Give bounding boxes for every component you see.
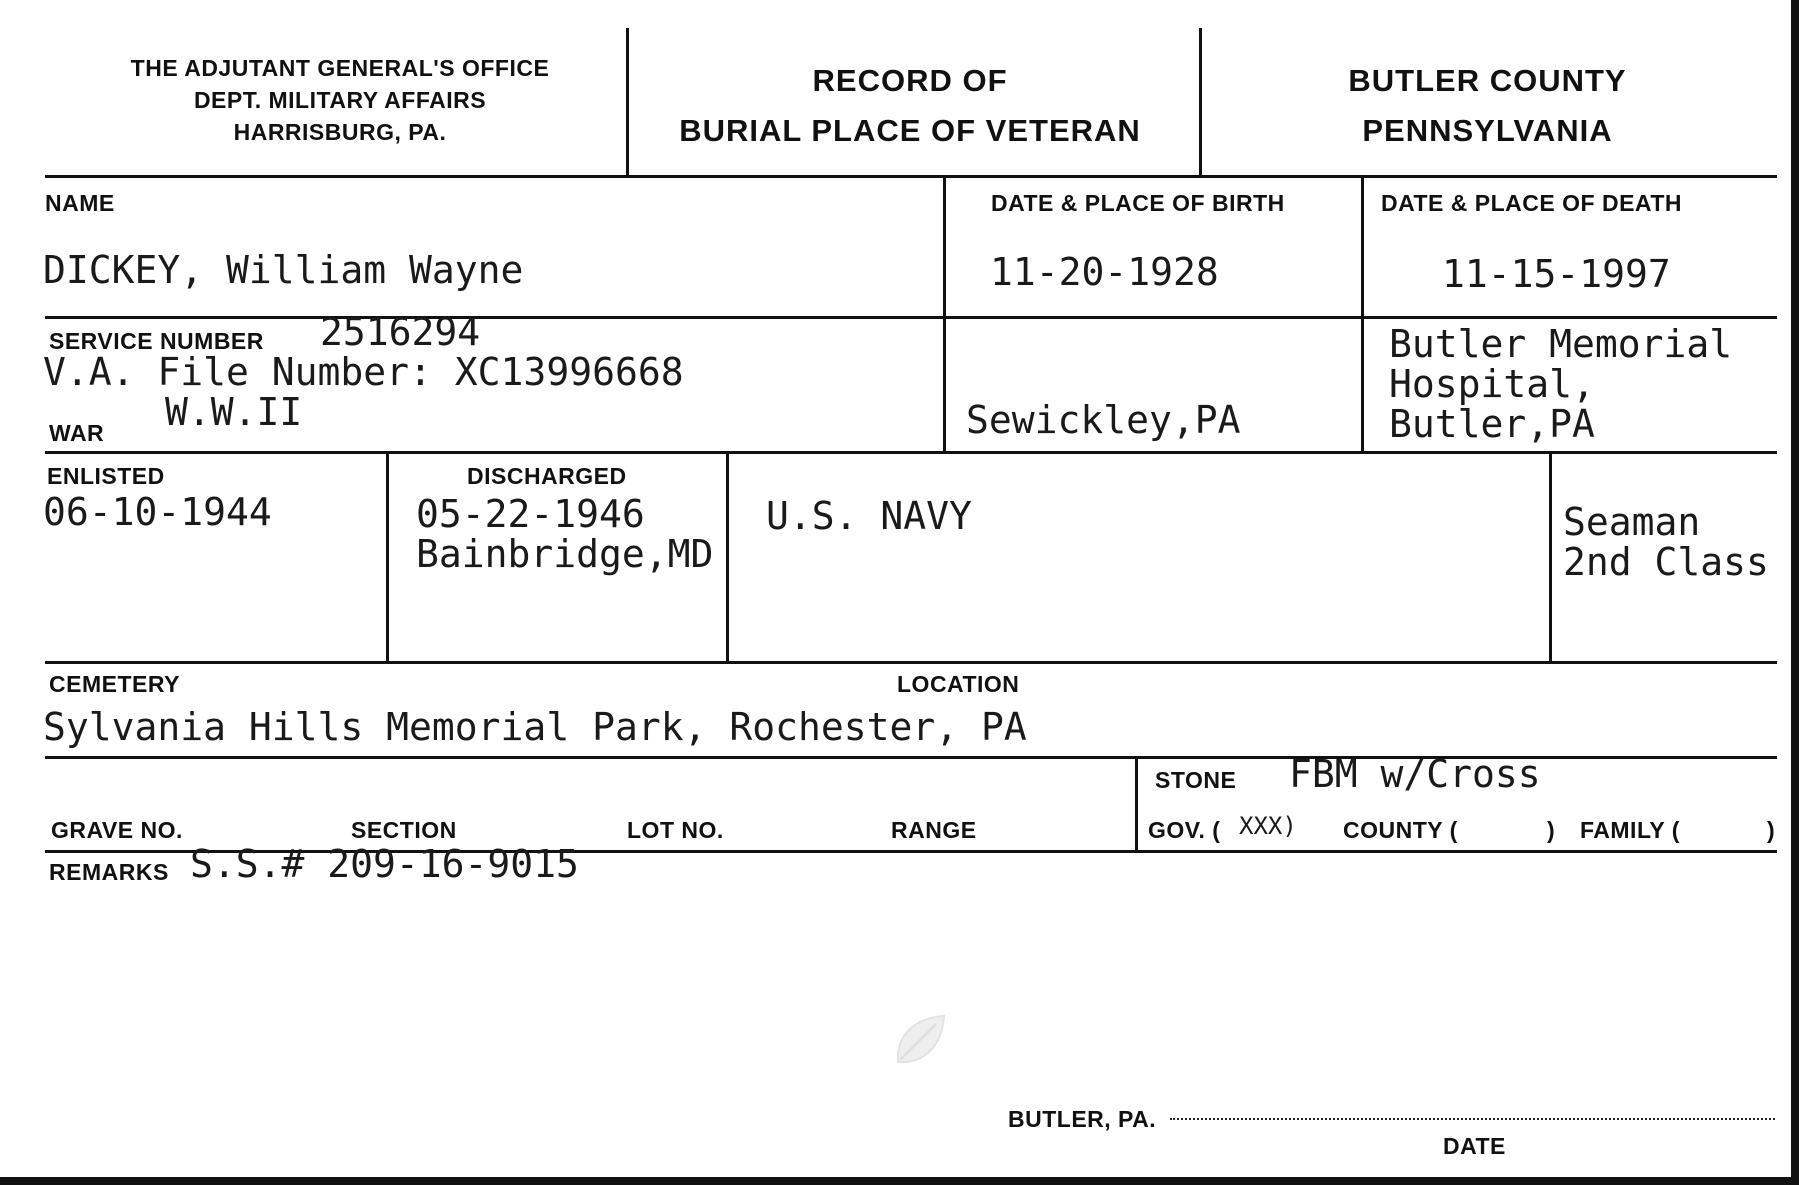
discharged-label: DISCHARGED — [467, 463, 627, 489]
rule-service-block — [45, 661, 1777, 664]
county-line-2: PENNSYLVANIA — [1362, 113, 1613, 148]
remarks-value: S.S.# 209-16-9015 — [190, 842, 579, 886]
death-place-line-1: Butler Memorial — [1389, 322, 1733, 366]
grave-no-label: GRAVE NO. — [51, 817, 183, 843]
office-line-1: THE ADJUTANT GENERAL'S OFFICE — [130, 55, 550, 81]
rule-service-row — [45, 451, 1777, 454]
county-heading — [1205, 56, 1770, 156]
birth-place-value: Sewickley,PA — [966, 398, 1241, 442]
location-label: LOCATION — [897, 671, 1020, 697]
divider-birth-death — [1361, 175, 1364, 453]
header-divider-2 — [1199, 28, 1202, 176]
card-edge-right — [1791, 0, 1799, 1185]
rule-name-row — [45, 316, 1777, 319]
death-place-value — [1389, 324, 1732, 444]
divider-discharged — [726, 451, 729, 663]
office-line-3: HARRISBURG, PA. — [233, 119, 447, 145]
signature-line — [1170, 1118, 1775, 1120]
range-label: RANGE — [891, 817, 977, 843]
date-label: DATE — [1443, 1133, 1506, 1159]
death-place-line-3: Butler,PA — [1389, 402, 1595, 446]
war-label: WAR — [49, 420, 105, 446]
rank-value — [1563, 502, 1769, 582]
title-line-1: RECORD OF — [812, 63, 1008, 98]
office-heading — [60, 52, 620, 148]
stone-value: FBM w/Cross — [1289, 752, 1541, 796]
death-label: DATE & PLACE OF DEATH — [1381, 190, 1682, 216]
cemetery-label: CEMETERY — [49, 671, 180, 697]
office-line-2: DEPT. MILITARY AFFAIRS — [193, 87, 487, 113]
birth-label: DATE & PLACE OF BIRTH — [991, 190, 1285, 216]
enlisted-value: 06-10-1944 — [43, 490, 272, 534]
county-close: ) — [1547, 817, 1556, 843]
gov-mark: XXX) — [1239, 812, 1297, 840]
name-label: NAME — [45, 190, 115, 216]
family-label: FAMILY ( — [1580, 817, 1680, 843]
rank-line-2: 2nd Class — [1563, 540, 1769, 584]
gov-label: GOV. ( — [1148, 817, 1221, 843]
rule-header — [45, 175, 1777, 178]
divider-stone — [1135, 756, 1138, 852]
section-label: SECTION — [351, 817, 457, 843]
discharged-place: Bainbridge,MD — [416, 532, 714, 576]
war-value: W.W.II — [165, 390, 303, 434]
divider-name-birth — [943, 175, 946, 453]
header-divider-1 — [626, 28, 629, 176]
service-number-label: SERVICE NUMBER — [49, 328, 264, 354]
cemetery-value: Sylvania Hills Memorial Park, Rochester, PA — [43, 705, 1027, 749]
butler-label: BUTLER, PA. — [1008, 1106, 1157, 1132]
death-date-value: 11-15-1997 — [1442, 252, 1671, 296]
enlisted-label: ENLISTED — [47, 463, 165, 489]
divider-enlisted — [386, 451, 389, 663]
record-title — [630, 56, 1190, 156]
county-line-1: BUTLER COUNTY — [1348, 63, 1627, 98]
name-value: DICKEY, William Wayne — [43, 248, 524, 292]
lot-no-label: LOT NO. — [627, 817, 724, 843]
discharged-value — [416, 494, 713, 574]
title-line-2: BURIAL PLACE OF VETERAN — [679, 113, 1141, 148]
service-number-value: 2516294 — [320, 310, 481, 354]
divider-rank — [1549, 451, 1552, 663]
card-edge-bottom — [0, 1177, 1799, 1185]
remarks-label: REMARKS — [49, 859, 169, 885]
birth-date-value: 11-20-1928 — [990, 250, 1219, 294]
death-place-line-2: Hospital, — [1389, 362, 1595, 406]
family-close: ) — [1767, 817, 1776, 843]
discharged-date: 05-22-1946 — [416, 492, 645, 536]
branch-value: U.S. NAVY — [766, 494, 972, 538]
rank-line-1: Seaman — [1563, 500, 1701, 544]
county-label: COUNTY ( — [1343, 817, 1458, 843]
leaf-icon — [890, 1010, 950, 1070]
stone-label: STONE — [1155, 767, 1237, 793]
va-file-value: V.A. File Number: XC13996668 — [43, 350, 684, 394]
